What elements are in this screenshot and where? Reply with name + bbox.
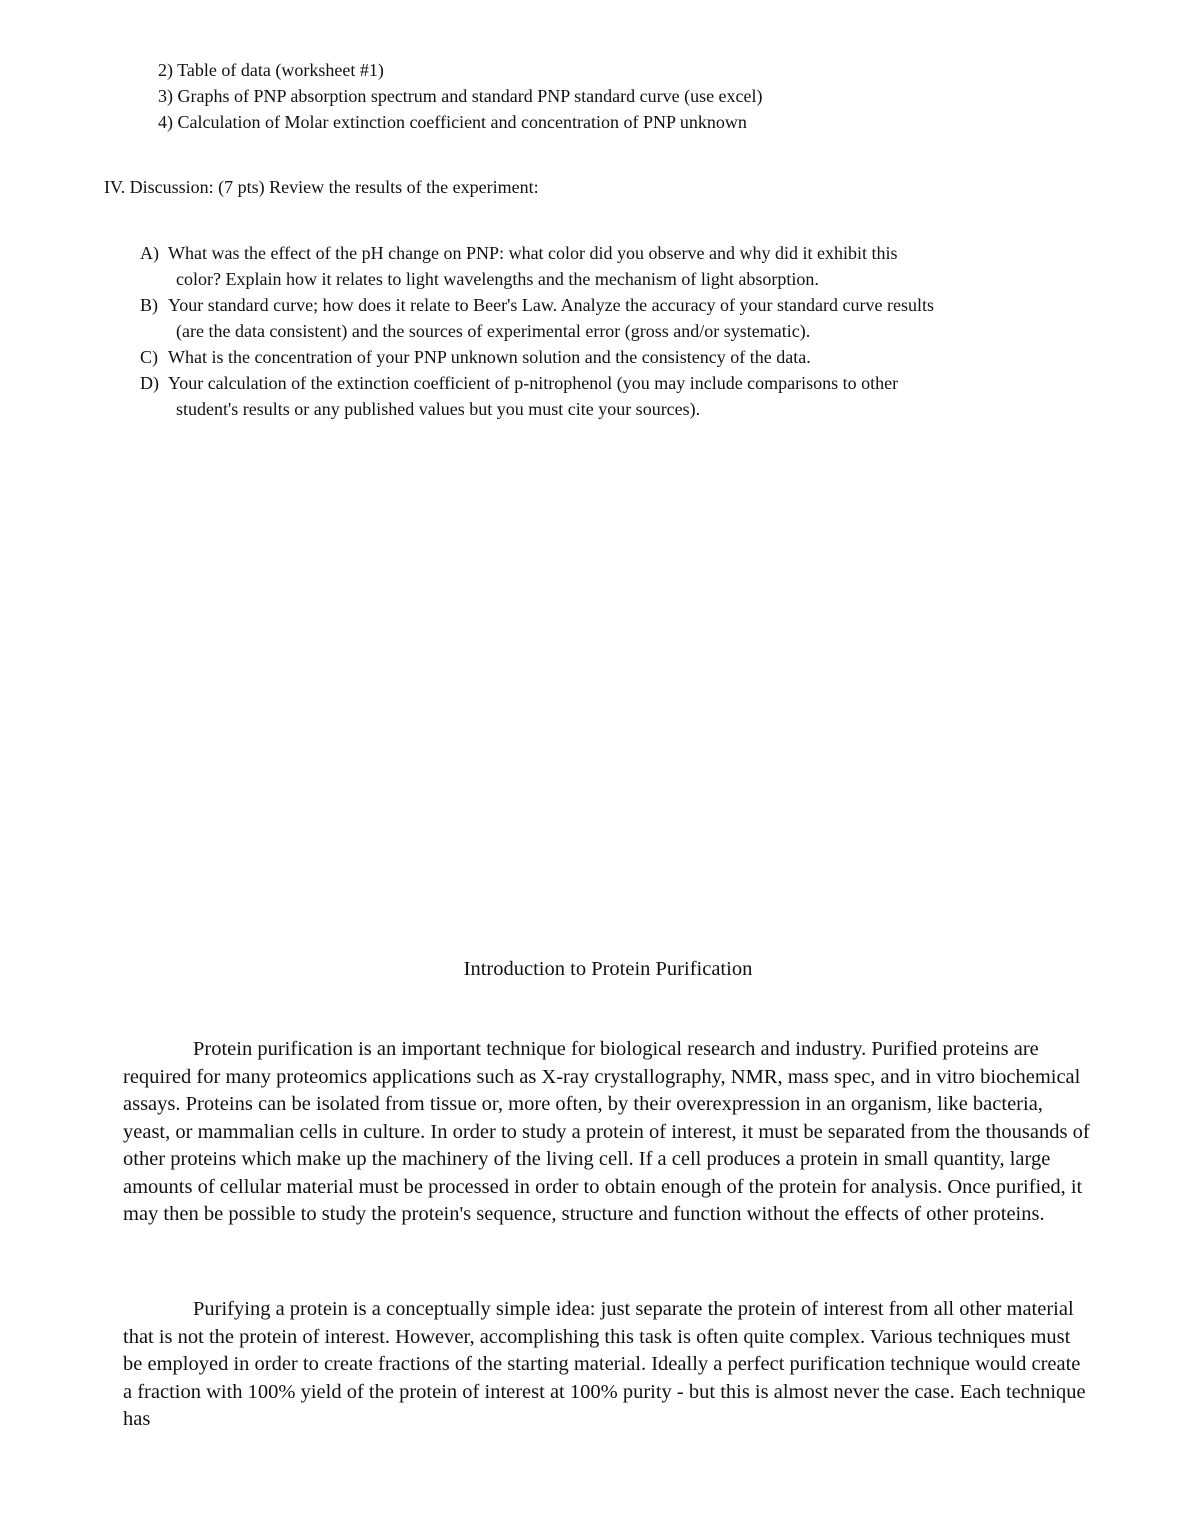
discussion-heading: IV. Discussion: (7 pts) Review the results of the experiment: [104,177,539,197]
discussion-item-text: What is the concentration of your PNP unknown solution and the consistency of the data. [168,347,811,367]
discussion-item-text: Your calculation of the extinction coefficient of p-nitrophenol (you may include comparisons to other [168,373,899,393]
discussion-list [140,240,1100,422]
discussion-item-text: What was the effect of the pH change on PNP: what color did you observe and why did it exhibit this [168,243,898,263]
discussion-item-label: A) [140,243,159,263]
intro-paragraph-2: Purifying a protein is a conceptually simple idea: just separate the protein of interest from all other material that is not the protein of interest. However, accomplishing this task is often quite complex. Various techniques must be employed in order to create fractions of the starting material. Ideally a perfect purification technique would create a fraction with 100% yield of the protein of interest at 100% purity - but this is almost never the case. Each technique has [123,1298,1086,1430]
discussion-item-continuation: student's results or any published values but you must cite your sources). [176,399,701,419]
discussion-item-text: Your standard curve; how does it relate to Beer's Law. Analyze the accuracy of your standard curve results [168,295,934,315]
discussion-item-continuation: (are the data consistent) and the sources of experimental error (gross and/or systematic). [176,321,811,341]
discussion-item-c [140,344,1100,370]
discussion-item-label: B) [140,295,158,315]
discussion-item-d [140,370,1100,422]
discussion-item-a [140,240,1100,292]
report-item-table: 2) Table of data (worksheet #1) [158,60,384,80]
report-item-calculation: 4) Calculation of Molar extinction coefficient and concentration of PNP unknown [158,112,747,132]
report-item-graphs: 3) Graphs of PNP absorption spectrum and standard PNP standard curve (use excel) [158,86,763,106]
intro-title: Introduction to Protein Purification [463,958,753,980]
discussion-item-b [140,292,1100,344]
intro-paragraph-1: Protein purification is an important technique for biological research and industry. Purified proteins are required for many proteomics applications such as X-ray crystallography, NMR, mass spec, and in vitro biochemical assays. Proteins can be isolated from tissue or, more often, by their overexpression in an organism, like bacteria, yeast, or mammalian cells in culture. In order to study a protein of interest, it must be separated from the thousands of other proteins which make up the machinery of the living cell. If a cell produces a protein in small quantity, large amounts of cellular material must be processed in order to obtain enough of the protein for analysis. Once purified, it may then be possible to study the protein's sequence, structure and function without the effects of other proteins. [123,1038,1090,1225]
discussion-item-label: C) [140,347,158,367]
discussion-item-label: D) [140,373,159,393]
discussion-item-continuation: color? Explain how it relates to light wavelengths and the mechanism of light absorption. [176,269,819,289]
